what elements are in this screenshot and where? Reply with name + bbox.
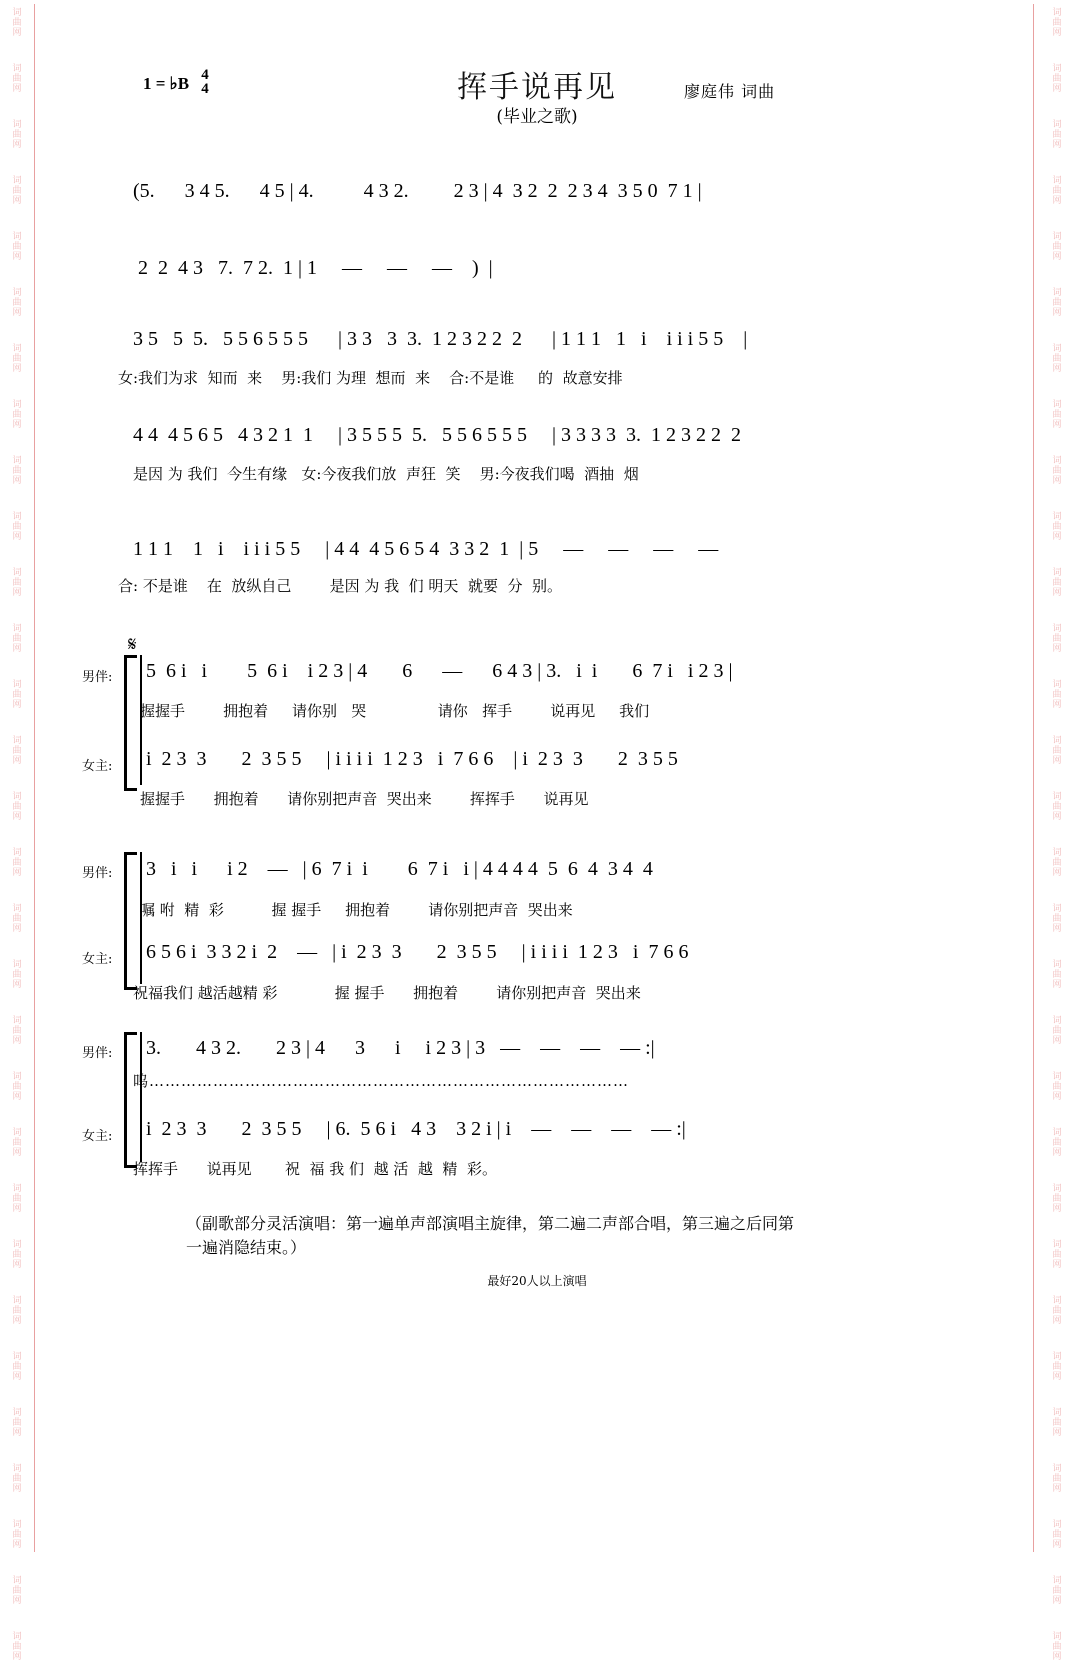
watermark-mark: 词 曲 网 [12,624,22,654]
page-title: 挥手说再见 [457,70,617,105]
watermark-mark: 词 曲 网 [12,456,22,486]
music-line-lyrics: 祝福我们 越活越精 彩 握 握手 拥抱着 请你别把声音 哭出来 [133,984,641,1002]
watermark-mark: 词 曲 网 [12,8,22,38]
watermark-mark: 词 曲 网 [1052,512,1062,542]
watermark-mark: 词 曲 网 [1052,1184,1062,1214]
time-signature-numerator: 4 [201,67,209,83]
watermark-mark: 词 曲 网 [1052,1408,1062,1438]
watermark-mark: 词 曲 网 [1052,568,1062,598]
watermark-mark: 词 曲 网 [1052,8,1062,38]
system-brace [124,852,137,990]
music-line-lyrics: 嘱 咐 精 彩 握 握手 拥抱着 请你别把声音 哭出来 [140,901,573,919]
performance-note-small: 最好20人以上演唱 [487,1274,587,1288]
watermark-mark: 词 曲 网 [1052,288,1062,318]
part-label-female: 女主: [82,759,113,774]
watermark-mark: 词 曲 网 [1052,1240,1062,1270]
watermark-mark: 词 曲 网 [12,1464,22,1494]
watermark-mark: 词 曲 网 [12,120,22,150]
music-line-notes: 5 6 i i 5 6 i i 2 3 | 4 6 — 6 4 3 | 3. i i 6 7 i i 2 3 | [146,660,733,682]
music-line-lyrics: 挥挥手 说再见 祝 福 我 们 越 活 越 精 彩。 [133,1160,497,1178]
watermark-mark: 词 曲 网 [1052,1520,1062,1550]
watermark-mark: 词 曲 网 [12,344,22,374]
music-line-lyrics: 握握手 拥抱着 请你别把声音 哭出来 挥挥手 说再见 [140,790,589,808]
watermark-mark: 词 曲 网 [12,1576,22,1606]
watermark-mark: 词 曲 网 [12,176,22,206]
watermark-mark: 词 曲 网 [12,512,22,542]
music-line-lyrics: 握握手 拥抱着 请你别 哭 请你 挥手 说再见 我们 [140,702,650,720]
watermark-mark: 词 曲 网 [1052,400,1062,430]
watermark-mark: 词 曲 网 [12,232,22,262]
music-line-notes: 6 5 6 i 3 3 2 i 2 — | i 2 3 3 2 3 5 5 | i i i i 1 2 3 i 7 6 6 [146,941,689,963]
watermark-mark: 词 曲 网 [12,288,22,318]
watermark-mark: 词 曲 网 [1052,848,1062,878]
watermark-mark: 词 曲 网 [1052,232,1062,262]
composer-credit: 廖庭伟 词曲 [684,82,776,101]
music-line-lyrics: 女:我们为求 知而 来 男:我们 为理 想而 来 合:不是谁 的 故意安排 [118,369,623,387]
watermark-mark: 词 曲 网 [1052,680,1062,710]
system-barline [140,1032,142,1162]
page-frame [34,4,1034,1552]
music-line-lyrics: 合: 不是谁 在 放纵自己 是因 为 我 们 明天 就要 分 别。 [118,577,563,595]
watermark-mark: 词 曲 网 [1052,904,1062,934]
watermark-mark: 词 曲 网 [12,1016,22,1046]
part-label-female: 女主: [82,1129,113,1144]
system-brace [124,655,137,791]
music-line-notes: 3. 4 3 2. 2 3 | 4 3 i i 2 3 | 3 — — — — :| [146,1037,655,1059]
watermark-mark: 词 曲 网 [12,1408,22,1438]
part-label-male: 男伴: [82,1046,113,1061]
watermark-mark: 词 曲 网 [12,960,22,990]
music-line-notes: 2 2 4 3 7. 7 2. 1 | 1 — — — ) | [138,257,493,279]
watermark-mark: 词 曲 网 [1052,624,1062,654]
watermark-mark: 词 曲 网 [1052,1576,1062,1606]
watermark-mark: 词 曲 网 [12,1240,22,1270]
watermark-mark: 词 曲 网 [1052,64,1062,94]
watermark-mark: 词 曲 网 [12,680,22,710]
watermark-mark: 词 曲 网 [1052,1352,1062,1382]
watermark-mark: 词 曲 网 [1052,344,1062,374]
watermark-mark: 词 曲 网 [1052,960,1062,990]
part-label-male: 男伴: [82,670,113,685]
part-label-female: 女主: [82,952,113,967]
segno-icon: 𝄋 [128,632,137,656]
time-signature-denominator: 4 [201,81,209,97]
watermark-mark: 词 曲 网 [1052,1016,1062,1046]
music-line-notes: i 2 3 3 2 3 5 5 | i i i i 1 2 3 i 7 6 6 | i 2 3 3 2 3 5 5 [146,748,678,770]
watermark-mark: 词 曲 网 [1052,456,1062,486]
music-line-lyrics: 是因 为 我们 今生有缘 女:今夜我们放 声狂 笑 男:今夜我们喝 酒抽 烟 [133,465,639,483]
watermark-mark: 词 曲 网 [12,848,22,878]
watermark-mark: 词 曲 网 [1052,792,1062,822]
music-line-notes: (5. 3 4 5. 4 5 | 4. 4 3 2. 2 3 | 4 3 2 2 2 3 4 3 5 0 7 1 | [133,180,702,202]
part-label-male: 男伴: [82,866,113,881]
music-line-notes: 3 5 5 5. 5 5 6 5 5 5 | 3 3 3 3. 1 2 3 2 2 2 | 1 1 1 1 i i i i 5 5 | [133,328,748,350]
watermark-mark: 词 曲 网 [1052,176,1062,206]
watermark-mark: 词 曲 网 [12,1520,22,1550]
watermark-mark: 词 曲 网 [12,904,22,934]
watermark-column-left [2,0,32,1662]
watermark-mark: 词 曲 网 [1052,1128,1062,1158]
watermark-mark: 词 曲 网 [12,792,22,822]
watermark-mark: 词 曲 网 [1052,1072,1062,1102]
watermark-mark: 词 曲 网 [12,1296,22,1326]
performance-note: （副歌部分灵活演唱：第一遍单声部演唱主旋律，第二遍二声部合唱，第三遍之后同第一遍消隐结束。） [186,1214,795,1257]
music-line-notes: 1 1 1 1 i i i i 5 5 | 4 4 4 5 6 5 4 3 3 2 1 | 5 — — — — [133,538,719,560]
watermark-mark: 词 曲 网 [12,1128,22,1158]
music-line-notes: 3 i i i 2 — | 6 7 i i 6 7 i i | 4 4 4 4 5 6 4 3 4 4 [146,858,653,880]
page-subtitle: (毕业之歌) [496,107,578,127]
watermark-mark: 词 曲 网 [1052,1632,1062,1662]
watermark-mark: 词 曲 网 [12,568,22,598]
watermark-mark: 词 曲 网 [12,64,22,94]
system-brace [124,1032,137,1168]
watermark-mark: 词 曲 网 [1052,1464,1062,1494]
music-line-lyrics: 呜……………………………………………………………………………… [133,1072,630,1090]
key-signature: 1 = ♭B [143,74,190,93]
watermark-mark: 词 曲 网 [12,736,22,766]
watermark-mark: 词 曲 网 [12,1072,22,1102]
watermark-mark: 词 曲 网 [1052,1296,1062,1326]
watermark-mark: 词 曲 网 [12,1184,22,1214]
music-line-notes: i 2 3 3 2 3 5 5 | 6. 5 6 i 4 3 3 2 i | i — — — — :| [146,1118,686,1140]
watermark-mark: 词 曲 网 [1052,736,1062,766]
watermark-column-right [1042,0,1072,1662]
watermark-mark: 词 曲 网 [1052,120,1062,150]
watermark-mark: 词 曲 网 [12,1632,22,1662]
watermark-mark: 词 曲 网 [12,400,22,430]
music-line-notes: 4 4 4 5 6 5 4 3 2 1 1 | 3 5 5 5 5. 5 5 6 5 5 5 | 3 3 3 3 3. 1 2 3 2 2 2 [133,424,742,446]
watermark-mark: 词 曲 网 [12,1352,22,1382]
